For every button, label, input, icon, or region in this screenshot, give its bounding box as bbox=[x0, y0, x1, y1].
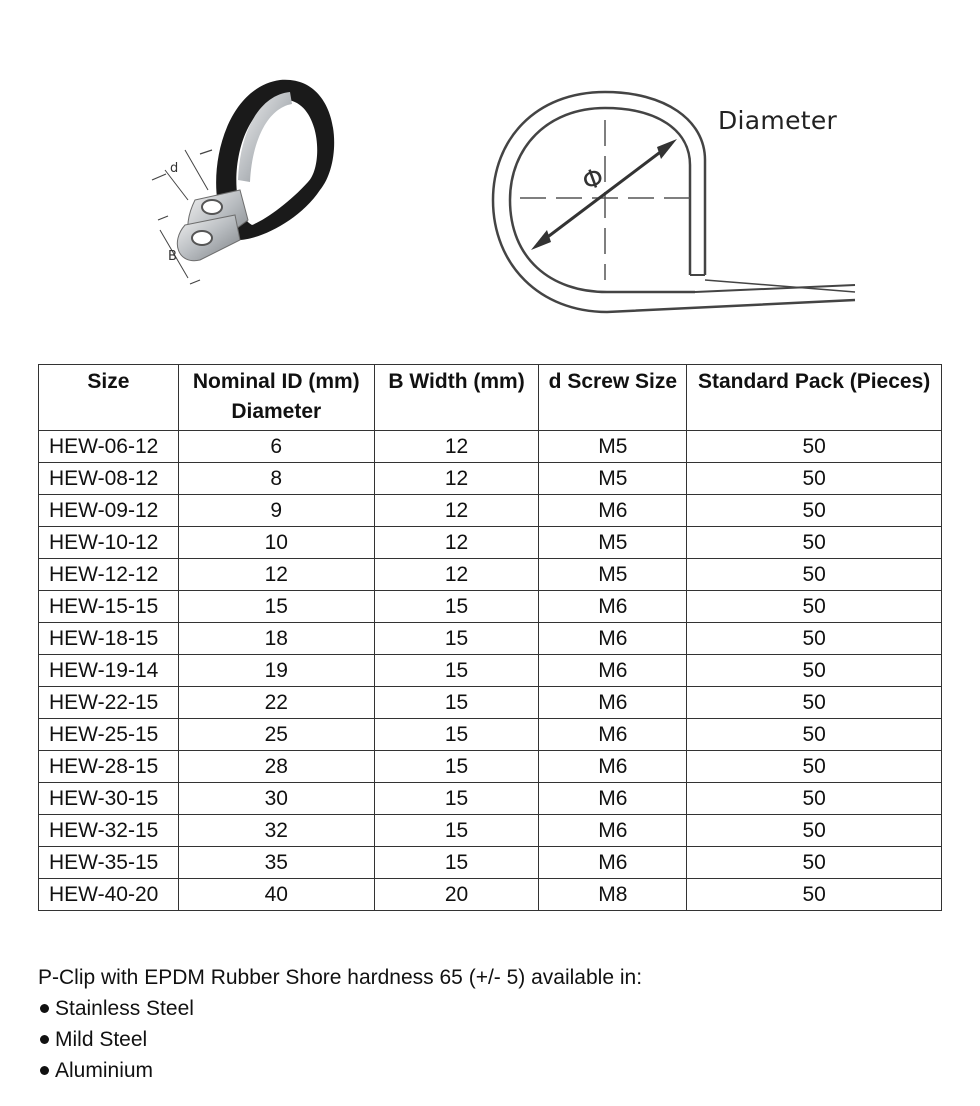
cell-b-width: 15 bbox=[374, 655, 539, 687]
cell-nominal-id: 40 bbox=[178, 879, 374, 911]
cell-screw-size: M6 bbox=[539, 751, 687, 783]
cell-b-width: 15 bbox=[374, 783, 539, 815]
cell-size: HEW-32-15 bbox=[39, 815, 179, 847]
table-row bbox=[39, 815, 942, 847]
diameter-label: Diameter bbox=[718, 106, 838, 135]
diameter-symbol: Φ bbox=[578, 162, 608, 198]
list-item: Stainless Steel bbox=[38, 993, 642, 1024]
cell-screw-size: M5 bbox=[539, 527, 687, 559]
cell-size: HEW-22-15 bbox=[39, 687, 179, 719]
table-row bbox=[39, 591, 942, 623]
cell-nominal-id: 15 bbox=[178, 591, 374, 623]
table-row bbox=[39, 559, 942, 591]
cell-size: HEW-19-14 bbox=[39, 655, 179, 687]
specification-table bbox=[38, 364, 942, 911]
cell-standard-pack: 50 bbox=[687, 431, 942, 463]
materials-list bbox=[38, 993, 642, 1086]
cell-b-width: 12 bbox=[374, 495, 539, 527]
cell-screw-size: M6 bbox=[539, 687, 687, 719]
photo-label-b: B bbox=[168, 249, 177, 264]
cell-standard-pack: 50 bbox=[687, 495, 942, 527]
bullet-icon bbox=[40, 1035, 49, 1044]
bullet-icon bbox=[40, 1066, 49, 1075]
cell-nominal-id: 32 bbox=[178, 815, 374, 847]
table-row bbox=[39, 719, 942, 751]
header-standard-pack: Standard Pack (Pieces) bbox=[687, 365, 942, 431]
cell-standard-pack: 50 bbox=[687, 879, 942, 911]
materials-note bbox=[38, 962, 642, 1086]
cell-b-width: 12 bbox=[374, 527, 539, 559]
cell-size: HEW-15-15 bbox=[39, 591, 179, 623]
cell-size: HEW-10-12 bbox=[39, 527, 179, 559]
header-screw-size: d Screw Size bbox=[539, 365, 687, 431]
cell-size: HEW-18-15 bbox=[39, 623, 179, 655]
cell-screw-size: M6 bbox=[539, 719, 687, 751]
cell-nominal-id: 35 bbox=[178, 847, 374, 879]
cell-screw-size: M6 bbox=[539, 623, 687, 655]
list-item: Aluminium bbox=[38, 1055, 642, 1086]
cell-screw-size: M6 bbox=[539, 847, 687, 879]
cell-b-width: 15 bbox=[374, 687, 539, 719]
table-row bbox=[39, 463, 942, 495]
cell-standard-pack: 50 bbox=[687, 655, 942, 687]
cell-size: HEW-25-15 bbox=[39, 719, 179, 751]
cell-screw-size: M6 bbox=[539, 591, 687, 623]
cell-size: HEW-08-12 bbox=[39, 463, 179, 495]
cell-nominal-id: 18 bbox=[178, 623, 374, 655]
cell-standard-pack: 50 bbox=[687, 847, 942, 879]
cell-standard-pack: 50 bbox=[687, 687, 942, 719]
cell-standard-pack: 50 bbox=[687, 751, 942, 783]
table-row bbox=[39, 527, 942, 559]
cell-screw-size: M6 bbox=[539, 495, 687, 527]
cell-size: HEW-09-12 bbox=[39, 495, 179, 527]
cell-standard-pack: 50 bbox=[687, 623, 942, 655]
cell-screw-size: M6 bbox=[539, 815, 687, 847]
cell-b-width: 20 bbox=[374, 879, 539, 911]
cell-nominal-id: 9 bbox=[178, 495, 374, 527]
cell-screw-size: M6 bbox=[539, 655, 687, 687]
cell-nominal-id: 10 bbox=[178, 527, 374, 559]
cell-nominal-id: 8 bbox=[178, 463, 374, 495]
table-row bbox=[39, 847, 942, 879]
cell-standard-pack: 50 bbox=[687, 463, 942, 495]
cell-screw-size: M5 bbox=[539, 559, 687, 591]
cell-screw-size: M5 bbox=[539, 431, 687, 463]
cell-nominal-id: 28 bbox=[178, 751, 374, 783]
cell-b-width: 15 bbox=[374, 591, 539, 623]
cell-size: HEW-28-15 bbox=[39, 751, 179, 783]
table-row bbox=[39, 623, 942, 655]
cell-b-width: 12 bbox=[374, 463, 539, 495]
cell-b-width: 12 bbox=[374, 559, 539, 591]
cell-nominal-id: 30 bbox=[178, 783, 374, 815]
cell-size: HEW-06-12 bbox=[39, 431, 179, 463]
cell-b-width: 15 bbox=[374, 751, 539, 783]
cell-size: HEW-30-15 bbox=[39, 783, 179, 815]
cell-screw-size: M5 bbox=[539, 463, 687, 495]
table-row bbox=[39, 495, 942, 527]
cell-nominal-id: 19 bbox=[178, 655, 374, 687]
cell-size: HEW-40-20 bbox=[39, 879, 179, 911]
cell-b-width: 15 bbox=[374, 847, 539, 879]
materials-intro: P-Clip with EPDM Rubber Shore hardness 65 (+/- 5) available in: bbox=[38, 966, 643, 989]
header-b-width: B Width (mm) bbox=[374, 365, 539, 431]
cell-standard-pack: 50 bbox=[687, 527, 942, 559]
table-row bbox=[39, 751, 942, 783]
list-item: Mild Steel bbox=[38, 1024, 642, 1055]
p-clip-product-image bbox=[140, 70, 350, 300]
cell-b-width: 15 bbox=[374, 815, 539, 847]
cell-b-width: 15 bbox=[374, 719, 539, 751]
cell-screw-size: M8 bbox=[539, 879, 687, 911]
photo-label-d: d bbox=[170, 161, 179, 176]
header-size: Size bbox=[39, 365, 179, 431]
cell-screw-size: M6 bbox=[539, 783, 687, 815]
table-row bbox=[39, 783, 942, 815]
cell-nominal-id: 25 bbox=[178, 719, 374, 751]
table-row bbox=[39, 431, 942, 463]
cell-standard-pack: 50 bbox=[687, 719, 942, 751]
cell-b-width: 12 bbox=[374, 431, 539, 463]
table-header-row bbox=[39, 365, 942, 431]
cell-nominal-id: 12 bbox=[178, 559, 374, 591]
table-row bbox=[39, 879, 942, 911]
cell-size: HEW-35-15 bbox=[39, 847, 179, 879]
cell-size: HEW-12-12 bbox=[39, 559, 179, 591]
cell-standard-pack: 50 bbox=[687, 815, 942, 847]
cell-standard-pack: 50 bbox=[687, 559, 942, 591]
cell-nominal-id: 6 bbox=[178, 431, 374, 463]
table-row bbox=[39, 655, 942, 687]
cell-nominal-id: 22 bbox=[178, 687, 374, 719]
cell-standard-pack: 50 bbox=[687, 591, 942, 623]
bullet-icon bbox=[40, 1004, 49, 1013]
table-row bbox=[39, 687, 942, 719]
cell-standard-pack: 50 bbox=[687, 783, 942, 815]
header-nominal-id: Nominal ID (mm) Diameter bbox=[178, 365, 374, 431]
cell-b-width: 15 bbox=[374, 623, 539, 655]
